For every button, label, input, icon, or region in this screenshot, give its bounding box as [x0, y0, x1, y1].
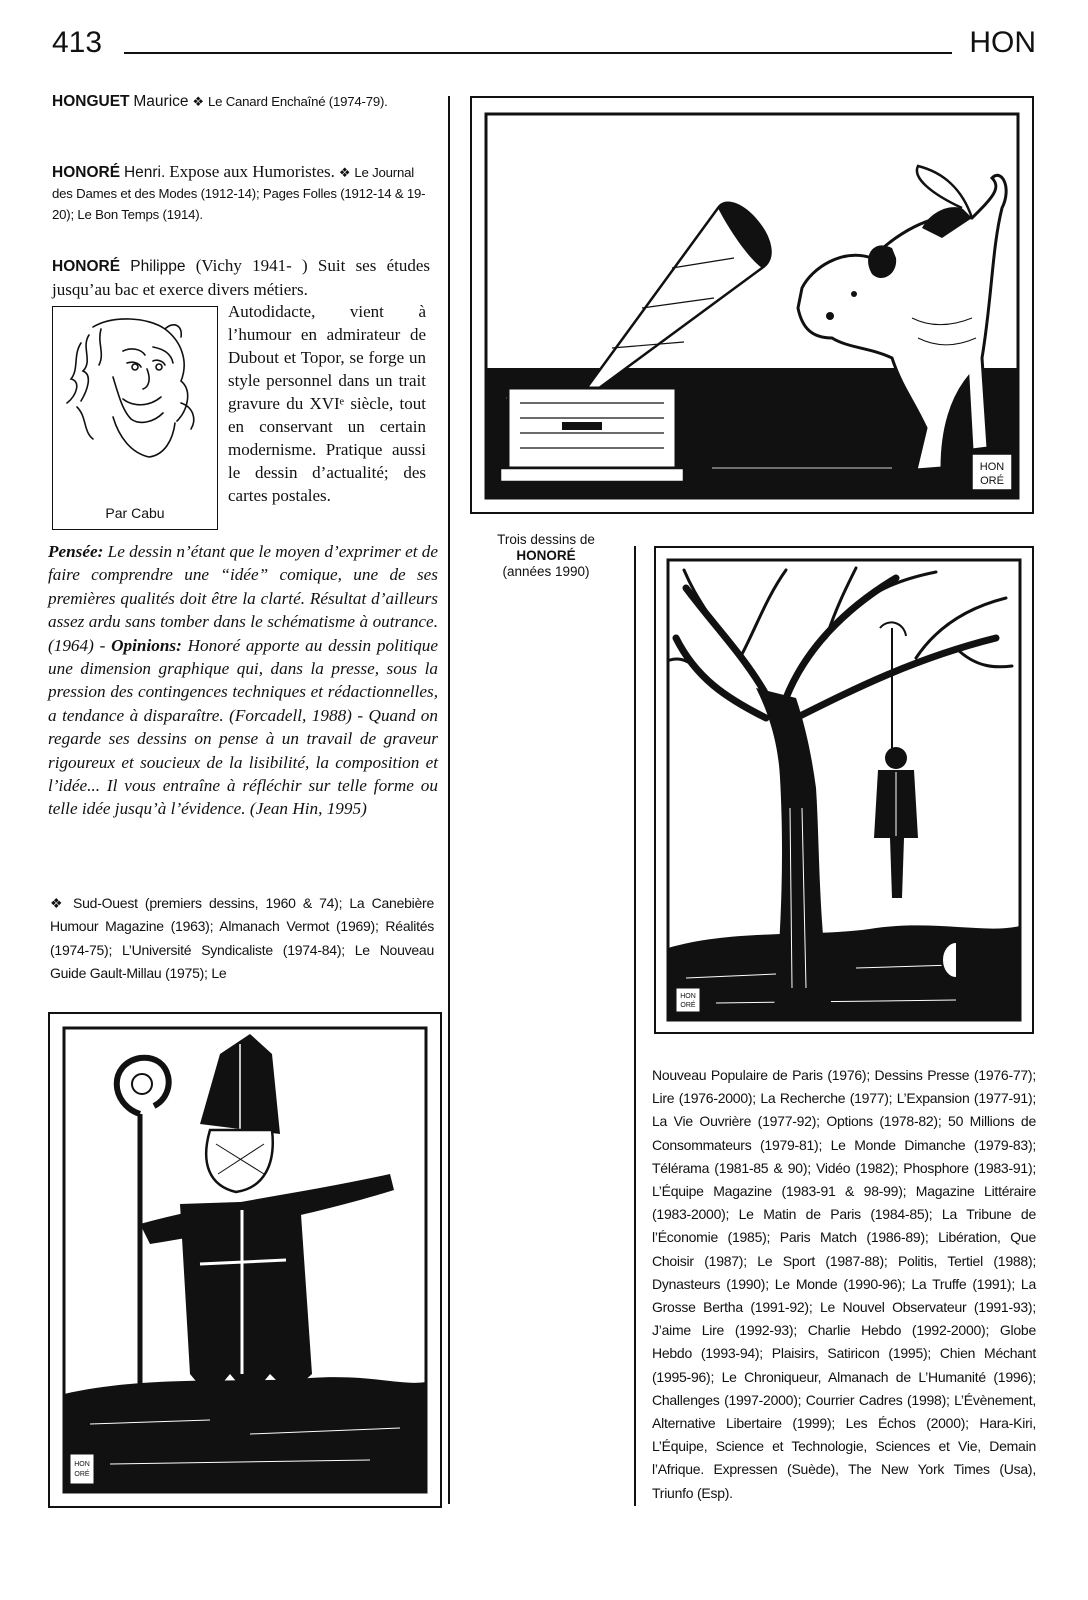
separator-glyph: ❖ — [50, 895, 66, 911]
caricature-sketch-icon — [53, 307, 217, 497]
signature-text: HON — [979, 461, 1005, 473]
publications-text: Sud-Ouest (premiers dessins, 1960 & 74); La Canebière Humour Magazine (1963); Almanach Vermot (1969); Réalités (1974-75); L’Université Syndicaliste (1974-84); Le Nouveau Guide Gault-Millau (1975); Le — [50, 895, 435, 982]
entry-quotes — [48, 540, 438, 821]
signature-text: ORÉ — [980, 475, 1004, 487]
entry-note: Expose aux Humoristes. — [169, 162, 335, 181]
illustration-bishop-scarecrow-frame — [48, 1012, 442, 1508]
pensee-label: Pensée: — [48, 542, 104, 561]
drawings-caption — [468, 532, 624, 580]
cabu-portrait-box — [52, 306, 218, 530]
opinions-label: Opinions: — [111, 635, 182, 655]
signature-text: ORÉ — [680, 1002, 696, 1009]
illustration-hanged-man-frame — [654, 546, 1034, 1034]
entry-honore-philippe-intro — [52, 254, 430, 301]
signature-text: HON — [74, 1461, 90, 1468]
dog-gramophone-engraving-icon — [472, 98, 1032, 512]
signature-text: ORÉ — [74, 1471, 90, 1478]
separator-glyph: ❖ — [192, 94, 205, 109]
entry-honore-henri — [52, 161, 436, 225]
entry-firstname: Philippe — [130, 258, 186, 275]
pensee-text: Le dessin n’étant que le moyen d’exprimer et de faire comprendre une “idée” comique, une de ses premières qualités doit être la clarté. Résultat d’ailleurs assez ardu sans tomber dans le schématisme à outrance. (1964) - — [48, 542, 439, 655]
hanged-man-tree-engraving-icon — [656, 548, 1032, 1032]
portrait-caption: Par Cabu — [105, 505, 165, 521]
entry-surname: HONGUET — [52, 93, 130, 110]
entry-bio: Autodidacte, vient à l’humour en admirateur de Dubout et Topor, se forge un style personnel dans un trait gravure du XVIᵉ siècle, tout en conservant un certain modernisme. Pratique aussi le dessin d’actualité; des cartes postales. — [228, 302, 426, 505]
page-number: 413 — [52, 26, 103, 59]
bishop-scarecrow-engraving-icon — [50, 1014, 440, 1506]
entry-surname: HONORÉ — [52, 164, 121, 181]
entry-surname: HONORÉ — [52, 258, 121, 275]
publications-list-right: Nouveau Populaire de Paris (1976); Dessins Presse (1976-77); Lire (1976-2000); La Recherche (1977); L’Expansion (1977-91); La Vie Ouvrière (1977-92); Options (1978-82); 50 Millions de Consommateurs (1979-81); Le Monde Dimanche (1979-83); Télérama (1981-85 & 90); Vidéo (1982); Phosphore (1983-91); L’Équipe Magazine (1983-91 & 98-99); Magazine Littéraire (1983-2000); Le Matin de Paris (1984-85); La Tribune de l’Économie (1985); Paris Match (1986-89); Libération, Que Choisir (1987); Le Sport (1987-88); Politis, Tertiel (1988); Dynasteurs (1990); Le Monde (1990-96); La Truffe (1991); La Grosse Bertha (1991-92); Le Nouvel Observateur (1991-93); J’aime Lire (1992-93); Charlie Hebdo (1992-2000); Globe Hebdo (1993-94); Plaisirs, Satiricon (1995); Chien Méchant (1995-96); Le Chroniqueur, Almanach de L’Humanité (1996); Challenges (1997-2000); Courrier Cadres (1998); L’Évènement, Alternative Libertaire (1999); Les Échos (2000); Hara-Kiri, L’Équipe, Science et Technologie, Sciences et Vie, Demain l’Afrique. Expressen (Suède), The New York Times (Usa), Triunfo (Esp). — [652, 1067, 1036, 1501]
guide-word: HON — [969, 26, 1036, 59]
caption-line-3: (années 1990) — [502, 564, 590, 579]
header-rule — [124, 52, 952, 54]
separator-glyph: ❖ — [338, 165, 351, 180]
entry-publications: Le Journal des Dames et des Modes (1912-14); Pages Folles (1912-14 & 19-20); Le Bon Temps (1914). — [52, 165, 426, 222]
entry-honguet — [52, 91, 436, 112]
column-divider — [448, 96, 450, 1504]
column-divider-right — [634, 546, 636, 1506]
entry-publications: Le Canard Enchaîné (1974-79). — [207, 94, 388, 109]
illustration-dog-gramophone-frame — [470, 96, 1034, 514]
entry-firstname: Henri. — [123, 164, 166, 181]
opinions-text: Honoré apporte au dessin politique une dimension graphique qui, dans la presse, sous la pression des contingences techniques et rédactionnelles, a tendance à disparaître. (Forcadell, 1988) - Quand on regarde ses dessins on pense à un travail de graveur rigoureux et soucieux de la lisibilité, la composition et l’idée... Il vous entraîne à réfléchir sur telle forme ou telle idée jusqu’à l’évidence. (Jean Hin, 1995) — [48, 635, 439, 819]
signature-text: HON — [680, 993, 696, 1000]
publications-list-left — [50, 892, 434, 986]
caption-artist: HONORÉ — [516, 548, 576, 563]
caption-line-1: Trois dessins de — [497, 532, 595, 547]
entry-firstname: Maurice — [133, 93, 189, 110]
entry-intro: (Vichy 1941- ) Suit ses études jusqu’au bac et exerce divers métiers. — [52, 256, 431, 299]
